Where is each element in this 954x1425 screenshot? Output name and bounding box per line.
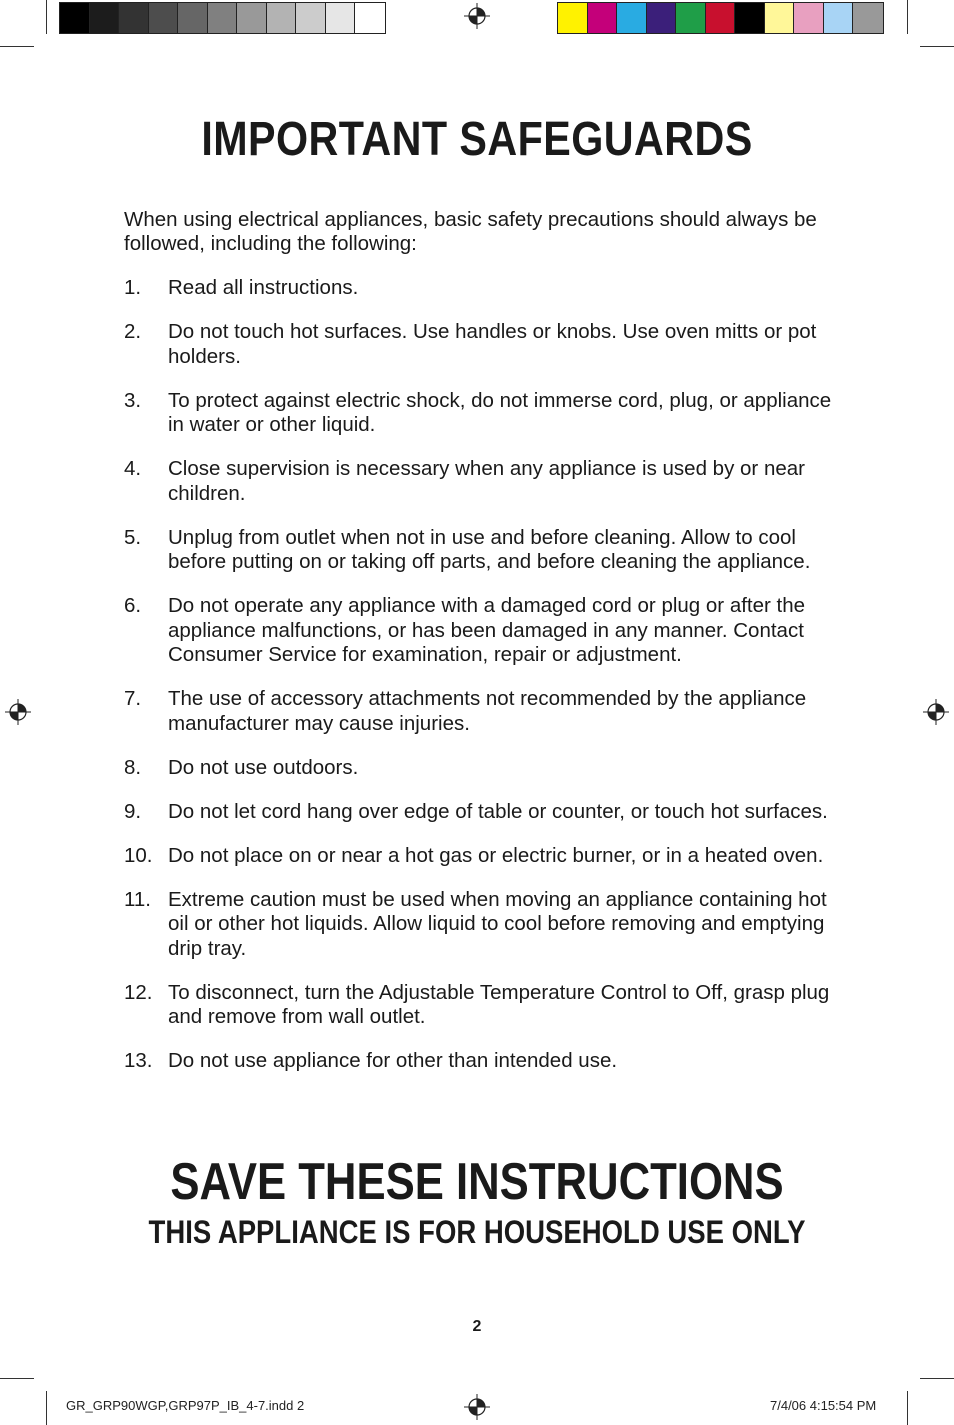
color-swatch: [355, 3, 385, 33]
page-title: IMPORTANT SAFEGUARDS: [201, 113, 753, 166]
item-text: Unplug from outlet when not in use and before cleaning. Allow to cool before putting on or taking off parts, and before cleaning the appliance.: [168, 525, 811, 573]
item-text: Do not use appliance for other than intended use.: [168, 1049, 618, 1072]
safeguard-item: [124, 687, 844, 736]
item-text: To disconnect, turn the Adjustable Temperature Control to Off, grasp plug and remove from wall outlet.: [168, 980, 830, 1028]
item-number: 12.: [124, 980, 153, 1004]
safeguard-item: [124, 981, 844, 1030]
item-number: 11.: [124, 887, 151, 911]
crop-mark: [920, 1378, 954, 1379]
item-text: Do not let cord hang over edge of table or counter, or touch hot surfaces.: [168, 799, 828, 823]
safeguard-item: [124, 320, 844, 369]
color-swatch: [558, 3, 588, 33]
intro-paragraph: When using electrical appliances, basic safety precautions should always be followed, including the following:: [124, 208, 817, 255]
household-use-heading: THIS APPLIANCE IS FOR HOUSEHOLD USE ONLY: [148, 1214, 806, 1250]
safeguard-item: [124, 844, 844, 869]
color-swatch: [706, 3, 736, 33]
registration-mark-icon: [923, 699, 949, 725]
crop-mark: [920, 46, 954, 47]
item-text: Close supervision is necessary when any appliance is used by or near children.: [168, 457, 805, 505]
color-swatch: [296, 3, 326, 33]
color-swatch: [326, 3, 356, 33]
safeguards-list: [124, 276, 844, 1074]
item-text: Do not touch hot surfaces. Use handles or knobs. Use oven mitts or pot holders.: [168, 320, 817, 368]
item-number: 2.: [124, 320, 142, 343]
item-text: Read all instructions.: [168, 276, 359, 299]
item-number: 8.: [124, 755, 142, 779]
page-number: 2: [472, 1318, 482, 1335]
item-text: Extreme caution must be used when moving an appliance containing hot oil or other hot liquids. Allow liquid to cool before removing and emptying drip tray.: [168, 887, 827, 960]
item-number: 6.: [124, 594, 142, 617]
color-swatch: [824, 3, 854, 33]
color-swatch: [90, 3, 120, 33]
color-swatch: [794, 3, 824, 33]
item-number: 10.: [124, 843, 153, 867]
color-swatch: [853, 3, 883, 33]
item-number: 1.: [124, 276, 142, 299]
save-instructions-heading: SAVE THESE INSTRUCTIONS: [170, 1153, 784, 1211]
item-number: 3.: [124, 388, 142, 412]
item-text: To protect against electric shock, do not immerse cord, plug, or appliance in water or other liquid.: [168, 388, 832, 436]
color-swatch: [119, 3, 149, 33]
safeguard-item: [124, 888, 844, 962]
color-swatch: [588, 3, 618, 33]
safeguard-item: [124, 276, 844, 301]
item-number: 5.: [124, 525, 142, 549]
color-swatch: [237, 3, 267, 33]
safeguard-item: [124, 457, 844, 506]
crop-mark: [907, 0, 908, 34]
safeguard-item: [124, 594, 844, 668]
item-number: 13.: [124, 1049, 153, 1072]
grayscale-color-bar: [59, 2, 386, 34]
crop-mark: [907, 1391, 908, 1425]
safeguard-item: [124, 526, 844, 575]
crop-mark: [0, 46, 34, 47]
safeguard-item: [124, 1049, 844, 1074]
item-number: 4.: [124, 457, 142, 480]
safeguard-item: [124, 800, 844, 825]
color-swatch: [647, 3, 677, 33]
registration-mark-icon: [5, 699, 31, 725]
registration-mark-icon: [464, 1394, 490, 1420]
crop-mark: [46, 0, 47, 34]
item-text: Do not use outdoors.: [168, 755, 359, 779]
slug-timestamp: 7/4/06 4:15:54 PM: [770, 1398, 877, 1413]
color-swatch: [617, 3, 647, 33]
color-swatch: [676, 3, 706, 33]
color-swatch: [267, 3, 297, 33]
color-swatch: [208, 3, 238, 33]
registration-mark-icon: [464, 3, 490, 29]
item-number: 9.: [124, 799, 142, 823]
item-text: Do not operate any appliance with a damaged cord or plug or after the appliance malfunctions, or has been damaged in any manner. Contact Consumer Service for examination, repair or adjustment.: [168, 594, 806, 666]
color-swatch: [60, 3, 90, 33]
safeguard-item: [124, 389, 844, 438]
crop-mark: [46, 1391, 47, 1425]
slug-filename: GR_GRP90WGP,GRP97P_IB_4-7.indd 2: [66, 1398, 305, 1413]
color-swatch: [149, 3, 179, 33]
item-text: Do not place on or near a hot gas or electric burner, or in a heated oven.: [168, 843, 824, 867]
safeguard-item: [124, 756, 844, 781]
crop-mark: [0, 1378, 34, 1379]
color-swatch: [178, 3, 208, 33]
item-text: The use of accessory attachments not recommended by the appliance manufacturer may cause injuries.: [168, 687, 807, 735]
process-color-bar: [557, 2, 884, 34]
item-number: 7.: [124, 687, 142, 710]
color-swatch: [735, 3, 765, 33]
color-swatch: [765, 3, 795, 33]
